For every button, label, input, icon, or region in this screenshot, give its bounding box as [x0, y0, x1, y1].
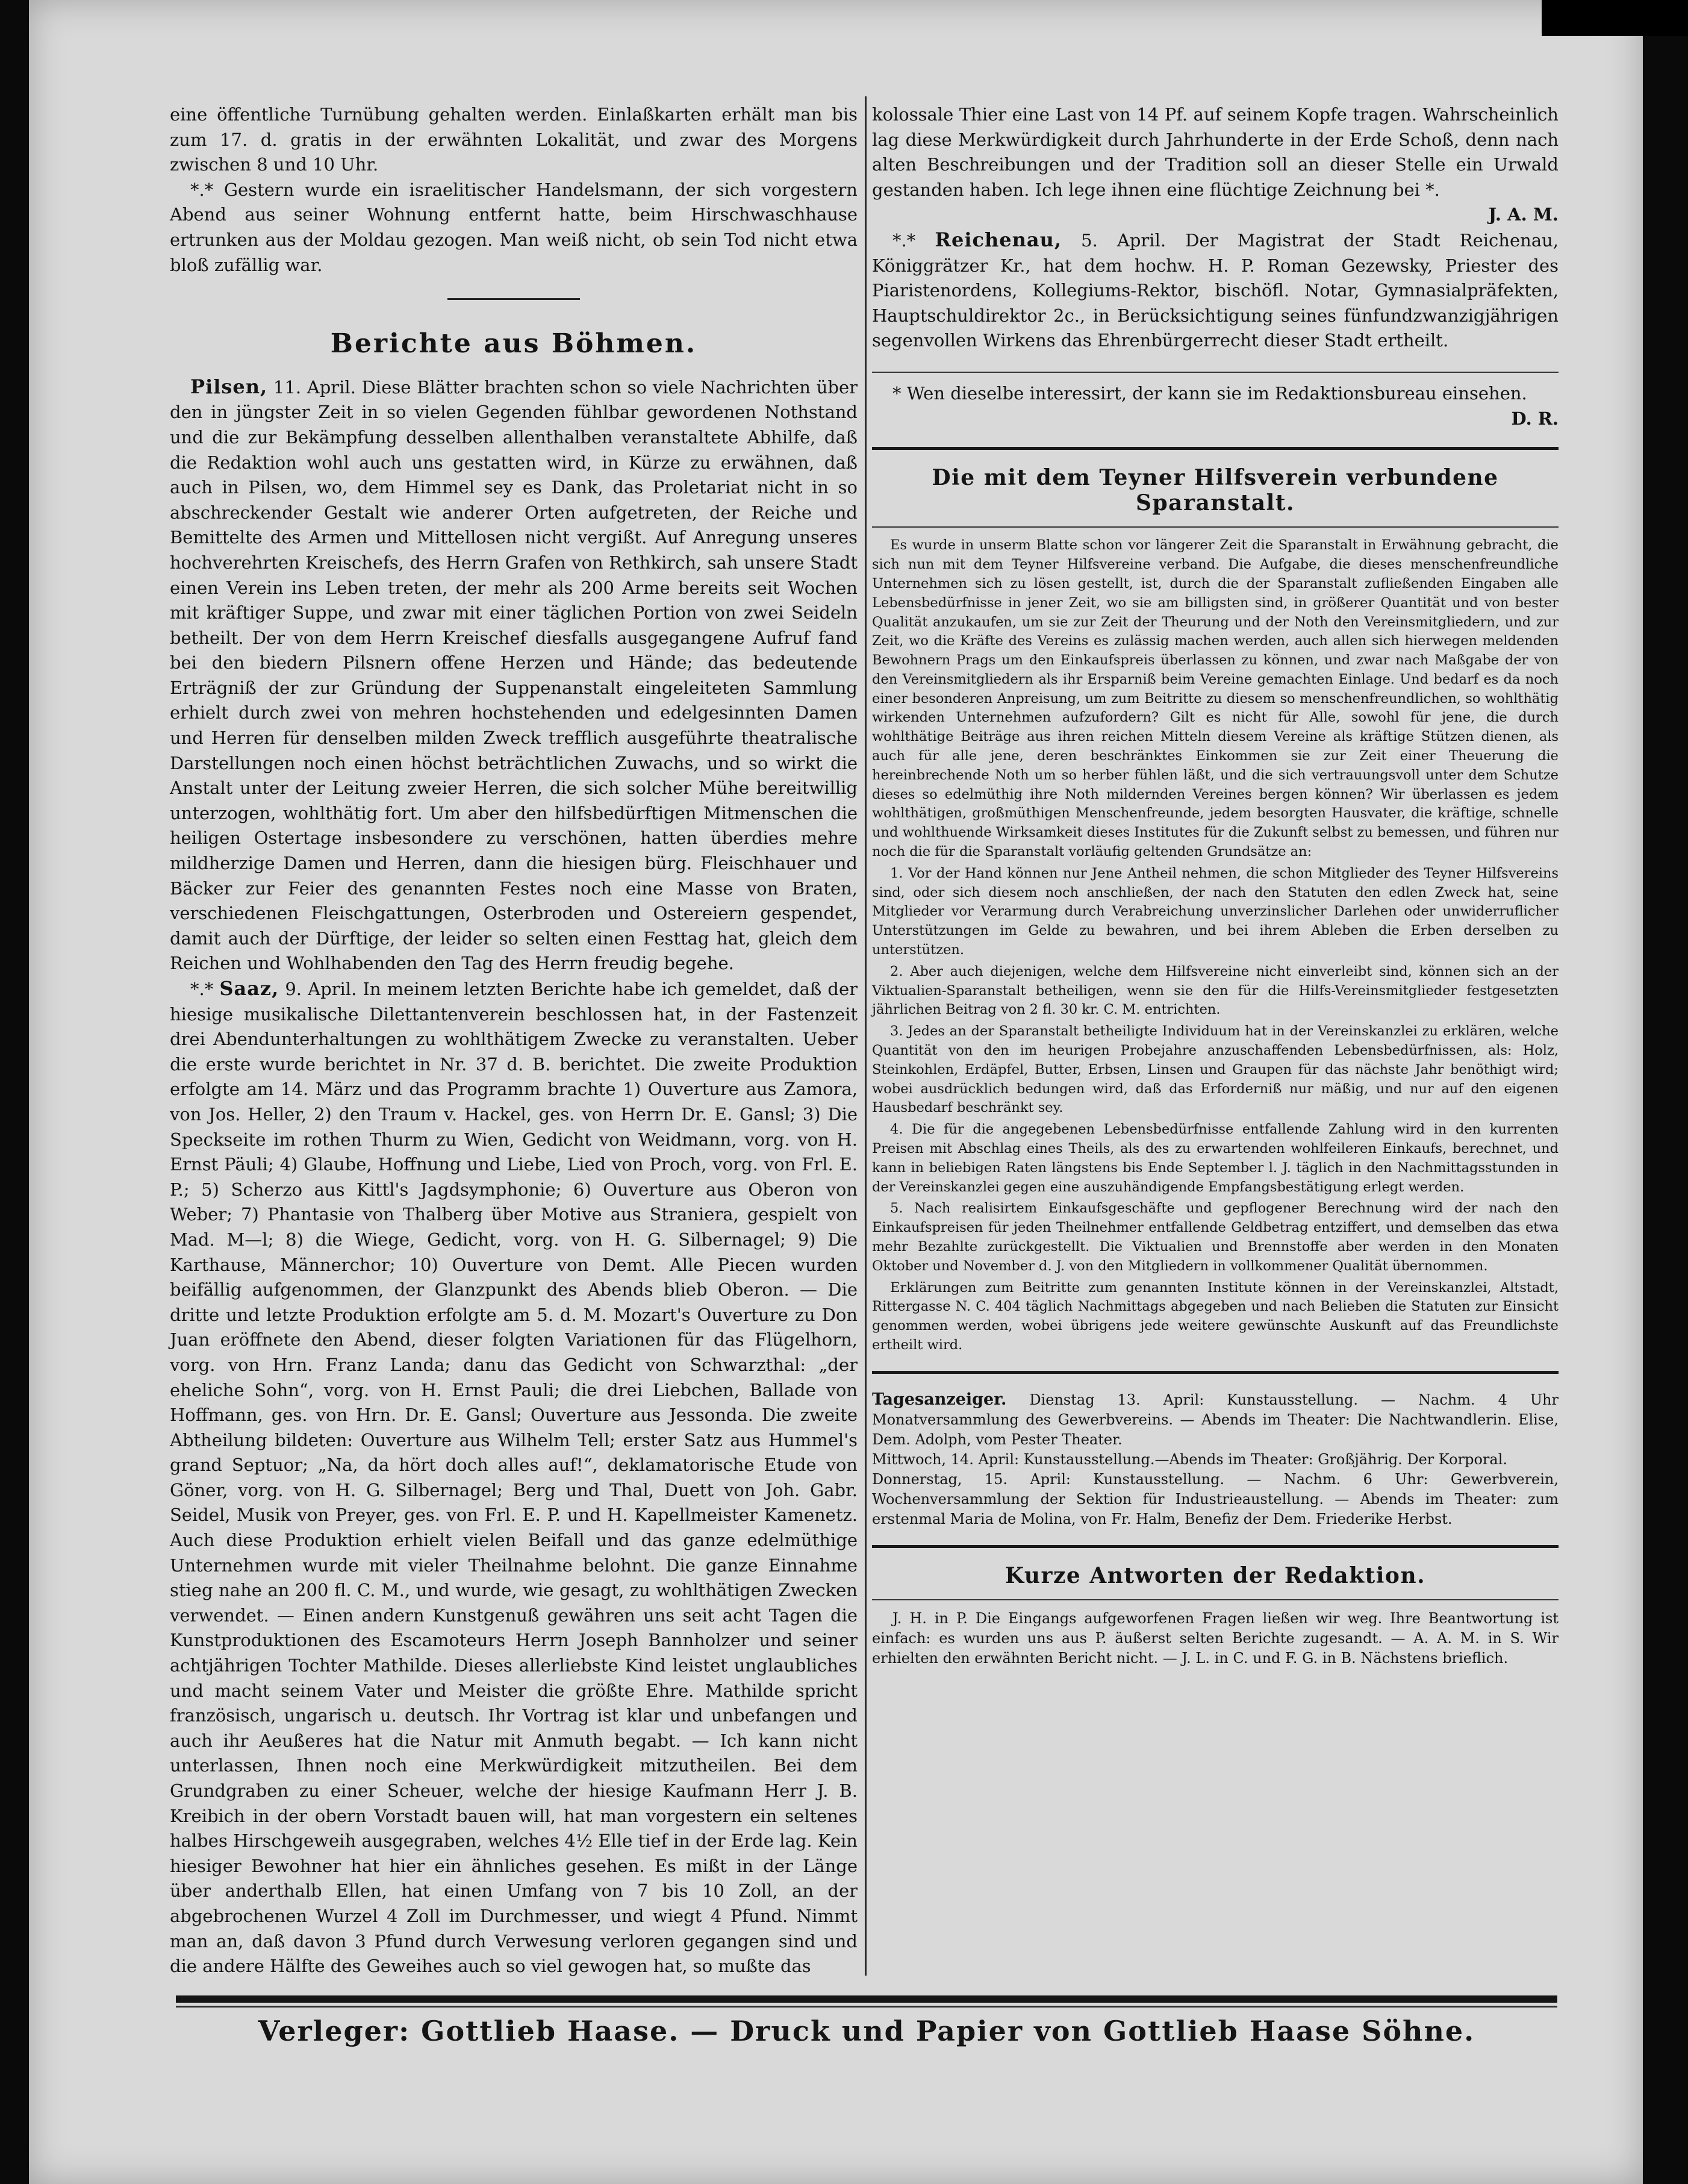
tages-label: Tagesanzeiger. — [872, 1390, 1007, 1409]
report-reichenau — [872, 228, 1559, 354]
tages-entry — [872, 1390, 1559, 1450]
column-divider — [865, 96, 867, 1976]
place-name: Pilsen, — [190, 375, 268, 398]
left-column — [170, 102, 858, 1979]
tages-text: Dienstag 13. April: Kunstausstellung. — Nachm. 4 Uhr Monatversammlung des Gewerbvereins. — Abends im Theater: Die Nachtwandlerin. Elise, Dem. Adolph, vom Pester Theater. — [872, 1391, 1559, 1448]
report-saaz — [170, 976, 858, 1979]
scan-border-top — [1542, 0, 1688, 36]
scan-border-right — [1643, 0, 1688, 2184]
paragraph: Es wurde in unserm Blatte schon vor längerer Zeit die Sparanstalt in Erwähnung gebracht, die sich nun mit dem Teyner Hilfsvereine verband. Die Aufgabe, die dieses menschenfreundliche Unternehmen sich zu lösen gestellt, ist, durch die der Sparanstalt zufließenden Eingaben alle Lebensbedürfnisse in jener Zeit, wo sie am billigsten sind, in größerer Quantität und von bester Qualität anzukaufen, um sie zur Zeit der Theurung und der Noth den Vereinsmitgliedern, und zur Zeit, wo die Kräfte des Vereins es zulässig machen werden, auch allen sich hierwegen meldenden Bewohnern Prags um den Einkaufspreis überlassen zu können, und zwar nach Maßgabe der von den Vereinsmitgliedern als ihr Ersparniß beim Vereine gemachten Einlage. Und bedarf es da noch einer besonderen Anpreisung, um zum Beitritte zu diesem so menschenfreundlichen, so wohlthätig wirkenden Unternehmen aufzufordern? Gilt es nicht für Alle, sowohl für jene, die durch wohlthätige Beiträge aus ihren reichen Mitteln diesem Vereine als kräftige Stützen dienen, als auch für alle jene, deren beschränktes Einkommen sie zur Zeit einer Theuerung die hereinbrechende Noth um so herber fühlen läßt, und die sich vertrauungsvoll unter dem Schutze dieses so edelmüthig ihre Noth mildernden Vereines bergen können? Wir überlassen es jedem wohlthätigen, großmüthigen Menschenfreunde, jedem besorgten Hausvater, die kräftige, schnelle und wohlthuende Wirksamkeit dieses Institutes für die Zukunft selbst zu bemessen, und führen nur noch die für die Sparanstalt vorläufig geltenden Grundsätze an: — [872, 537, 1559, 860]
article-text: eine öffentliche Turnübung gehalten werden. Einlaßkarten erhält man bis zum 17. d. gratis in der erwähnten Lokalität, und zwar des Morgens zwischen 8 und 10 Uhr. — [170, 104, 858, 175]
asterism: *.* — [190, 979, 220, 999]
asterism: *.* — [892, 229, 935, 251]
section-rule — [872, 1545, 1559, 1548]
statute-item: 2. Aber auch diejenigen, welche dem Hilfsvereine nicht einverleibt sind, können sich an der Viktualien-Sparanstalt betheiligen, wenn sie den für die Hilfs-Vereinsmitglieder festgesetzten jährlichen Beitrag von 2 fl. 30 kr. C. M. entrichten. — [872, 963, 1559, 1018]
separator — [872, 1599, 1559, 1600]
tages-entry: Donnerstag, 15. April: Kunstausstellung. — Nachm. 6 Uhr: Gewerbverein, Wochenversammlung der Sektion für Industrieaustellung. — Abends im Theater: zum erstenmal Maria de Molina, von Fr. Halm, Benefiz der Dem. Friederike Herbst. — [872, 1470, 1559, 1527]
article-text: *.* Gestern wurde ein israelitischer Handelsmann, der sich vorgestern Abend aus seiner Wohnung entfernt hatte, beim Hirschwaschhause ertrunken aus der Moldau gezogen. Man weiß nicht, ob sein Tod nicht etwa bloß zufällig war. — [170, 179, 858, 275]
statute-item: 4. Die für die angegebenen Lebensbedürfnisse entfallende Zahlung wird in den kurrenten Preisen mit Abschlag eines Theils, als des zu erwartenden wohlfeileren Einkaufs, berechnet, und kann in beliebigen Raten längstens bis Ende September l. J. täglich in den Nachmittagsstunden in der Vereinskanzlei gegen eine auszuhändigende Empfangsbestätigung erlegt werden. — [872, 1122, 1559, 1195]
signature: J. A. M. — [1488, 204, 1559, 225]
scan-border-left — [0, 0, 29, 2184]
right-column — [872, 102, 1559, 1668]
report-text: 5. April. Der Magistrat der Stadt Reichenau, Königgrätzer Kr., hat dem hochw. H. P. Roman Gezewsky, Priester des Piaristenordens, Kollegiums-Rektor, bischöfl. Notar, Gymnasialpräfekten, Hauptschuldirektor 2c., in Berücksichtigung seines fünfundzwanzigjährigen segenvollen Wirkens das Ehrenbürgerrecht dieser Stadt ertheilt. — [872, 229, 1559, 351]
separator — [872, 526, 1559, 528]
sparanstalt-title: Die mit dem Teyner Hilfsverein verbundene Sparanstalt. — [932, 465, 1499, 516]
paragraph: Erklärungen zum Beitritte zum genannten Institute können in der Vereinskanzlei, Altstadt, Rittergasse N. C. 404 täglich Nachmittags abgegeben und nach Belieben die Statuten zur Einsicht genommen werden, wobei übrigens jede weitere gewünschte Auskunft auf das Freundlichste ertheilt wird. — [872, 1279, 1559, 1353]
report-pilsen — [170, 375, 858, 976]
imprint: Verleger: Gottlieb Haase. — Druck und Papier von Gottlieb Haase Söhne. — [258, 2015, 1475, 2047]
separator — [447, 298, 580, 300]
separator — [872, 372, 1559, 373]
place-name: Saaz, — [219, 977, 279, 1000]
sparanstalt-body — [872, 536, 1559, 1355]
statute-item: 1. Vor der Hand können nur Jene Antheil nehmen, die schon Mitglieder des Teyner Hilfsvereins sind, oder sich diesem noch anschließen, der nach den Statuten den edlen Zweck hat, seine Mitglieder vor Verarmung durch Verabreichung unverzinslicher Darlehen oder unwiderruflicher Unterstützungen im Gelde zu bewahren, und bei ihrem Ableben die Erben derselben zu unterstützen. — [872, 865, 1559, 958]
footnote: * Wen dieselbe interessirt, der kann sie im Redaktionsbureau einsehen. — [892, 382, 1527, 404]
footer-rule — [176, 1995, 1557, 2003]
footer-rule-thin — [176, 2006, 1557, 2008]
section-heading: Berichte aus Böhmen. — [330, 328, 697, 360]
kurz-title: Kurze Antworten der Redaktion. — [1004, 1562, 1426, 1588]
kurz-body — [872, 1609, 1559, 1668]
paragraph: J. H. in P. Die Eingangs aufgeworfenen Fragen ließen wir weg. Ihre Beantwortung ist einfach: es wurden uns aus P. äußerst selten Berichte zugesandt. — A. A. M. in S. Wir erhielten den erwähnten Bericht nicht. — J. L. in C. und F. G. in B. Nächstens brieflich. — [872, 1610, 1559, 1667]
signature: D. R. — [1511, 408, 1559, 429]
article-text: kolossale Thier eine Last von 14 Pf. auf seinem Kopfe tragen. Wahrscheinlich lag diese Merkwürdigkeit durch Jahrhunderte in der Erde Schoß, denn nach alten Beschreibungen und der Tradition soll an dieser Stelle ein Urwald gestanden haben. Ich lege ihnen eine flüchtige Zeichnung bei *. — [872, 104, 1559, 200]
section-rule — [872, 1371, 1559, 1374]
section-rule — [872, 447, 1559, 450]
report-text: 9. April. In meinem letzten Berichte habe ich gemeldet, daß der hiesige musikalische Dilettantenverein beschlossen hat, in der Fastenzeit drei Abendunterhaltungen zu wohlthätigem Zwecke zu veranstalten. Ueber die erste wurde berichtet in Nr. 37 d. B. berichtet. Die zweite Produktion erfolgte am 14. März und das Programm brachte 1) Ouverture aus Zamora, von Jos. Heller, 2) den Traum v. Hackel, ges. von Herrn Dr. E. Gansl; 3) Die Speckseite im rothen Thurm zu Wien, Gedicht von Weidmann, vorg. von H. Ernst Päuli; 4) Glaube, Hoffnung und Liebe, Lied von Proch, vorg. von Frl. E. P.; 5) Scherzo aus Kittl's Jagdsymphonie; 6) Ouverture aus Oberon von Weber; 7) Phantasie von Thalberg über Motive aus Straniera, gespielt von Mad. M—l; 8) die Wiege, Gedicht, vorg. von H. G. Silbernagel; 9) Die Karthause, Männerchor; 10) Ouverture von Demt. Alle Piecen wurden beifällig aufgenommen, der Glanzpunkt des Abends blieb Oberon. — Die dritte und letzte Produktion erfolgte am 5. d. M. Mozart's Ouverture zu Don Juan eröffnete den Abend, dieser folgten Variationen für das Flügelhorn, vorg. von Hrn. Franz Landa; danu das Gedicht von Schwarzthal: „der eheliche Sohn“, vorg. von H. Ernst Pauli; die drei Liebchen, Ballade von Hoffmann, ges. von Hrn. Dr. E. Gansl; Ouverture aus Jessonda. Die zweite Abtheilung bildeten: Ouverture aus Wilhelm Tell; erster Satz aus Hummel's grand Septuor; „Na, da hört doch alles auf!“, deklamatorische Etude von Göner, vorg. von H. G. Silbernagel; Berg und Thal, Duett von Joh. Gabr. Seidel, Musik von Preyer, ges. von Frl. E. P. und H. Kapellmeister Kamenetz. Auch diese Produktion erhielt vielen Beifall und das ganze edelmüthige Unternehmen wurde mit vieler Theilnahme belohnt. Die ganze Einnahme stieg nahe an 200 fl. C. M., und wurde, wie gesagt, zu wohlthätigen Zwecken verwendet. — Einen andern Kunstgenuß gewähren uns seit acht Tagen die Kunstproduktionen des Escamoteurs Herrn Joseph Bannholzer und seiner achtjährigen Tochter Mathilde. Dieses allerliebste Kind leistet unglaubliches und macht seinem Vater und Meister die größte Ehre. Mathilde spricht französisch, ungarisch u. deutsch. Ihr Vortrag ist klar und unbefangen und auch ihr Aeußeres hat die Natur mit Anmuth begabt. — Ich kann nicht unterlassen, Ihnen noch eine Merkwürdigkeit mitzutheilen. Bei dem Grundgraben zu einer Scheuer, welche der hiesige Kaufmann Herr J. B. Kreibich in der obern Vorstadt bauen will, hat man vorgestern ein seltenes halbes Hirschgeweih ausgegraben, welches 4½ Elle tief in der Erde lag. Kein hiesiger Bewohner hat hier ein ähnliches gesehen. Es mißt in der Länge über anderthalb Ellen, hat einen Umfang von 7 bis 10 Zoll, an der abgebrochenen Wurzel 4 Zoll im Durchmesser, und wiegt 4 Pfund. Nimmt man an, daß davon 3 Pfund durch Verwesung verloren gegangen sind und die andere Hälfte des Geweihes auch so viel gewogen hat, so mußte das — [170, 979, 858, 1977]
report-text: 11. April. Diese Blätter brachten schon so viele Nachrichten über den in jüngster Zeit in so vielen Gegenden fühlbar gewordenen Nothstand und die zur Bekämpfung desselben allenthalben veranstaltete Abhilfe, daß die Redaktion wohl auch uns gestatten wird, in Kürze zu erwähnen, daß auch in Pilsen, wo, dem Himmel sey es Dank, das Proletariat nicht in so abschreckender Gestalt wie anderer Orten aufgetreten, der Reiche und Bemittelte des Armen und Mittellosen nicht vergißt. Auf Anregung unseres hochverehrten Kreischefs, des Herrn Grafen von Rethkirch, sah unsere Stadt einen Verein ins Leben treten, der mehr als 200 Arme bereits seit Wochen mit kräftiger Suppe, und zwar mit einer täglichen Portion von zwei Seideln betheilt. Der von dem Herrn Kreischef diesfalls ausgegangene Aufruf fand bei den biedern Pilsnern offene Herzen und Hände; das bedeutende Erträgniß der zur Gründung der Suppenanstalt eingeleiteten Sammlung erhielt durch zwei von mehren hochstehenden und edelgesinnten Damen und Herren für denselben milden Zweck trefflich ausgeführte theatralische Darstellungen noch einen höchst beträchtlichen Zuwachs, und so wirkt die Anstalt unter der Leitung zweier Herren, die sich solcher Mühe bereitwillig unterzogen, wohlthätig fort. Um aber den hilfsbedürftigen Mitmenschen die heiligen Ostertage insbesondere zu verschönen, hatten überdies mehre mildherzige Damen und Herren, dann die hiesigen bürg. Fleischhauer und Bäcker zur Feier des genannten Festes noch eine Masse von Braten, verschiedenen Fleischgattungen, Osterbroden und Ostereiern gespendet, damit auch der Dürftige, der leider so selten einen Festtag hat, gleich dem Reichen und Wohlhabenden den Tag des Herrn freudig begehe. — [170, 376, 858, 974]
place-name: Reichenau, — [935, 228, 1062, 251]
tages-entry: Mittwoch, 14. April: Kunstausstellung.—Abends im Theater: Großjährig. Der Korporal. — [872, 1450, 1507, 1468]
statute-item: 5. Nach realisirtem Einkaufsgeschäfte und gepflogener Berechnung wird der nach den Einkaufspreisen für jeden Theilnehmer entfallende Geldbetrag entziffert, und demselben das etwa mehr Bezahlte zurückgestellt. Die Viktualien und Brennstoffe aber werden in den Monaten Oktober und November d. J. von den Mitgliedern in vollkommener Qualität übernommen. — [872, 1200, 1559, 1274]
statute-item: 3. Jedes an der Sparanstalt betheiligte Individuum hat in der Vereinskanzlei zu erklären, welche Quantität von den im heurigen Probejahre anzuschaffenden Lebensbedürfnissen, als: Holz, Steinkohlen, Erdäpfel, Butter, Erbsen, Linsen und Graupen für das nächste Jahr benöthigt wird; wobei ausdrücklich bedungen wird, daß das Erforderniß nur mäßig, und nur auf den eigenen Hausbedarf beschränkt sey. — [872, 1023, 1559, 1116]
tagesanzeiger — [872, 1390, 1559, 1529]
